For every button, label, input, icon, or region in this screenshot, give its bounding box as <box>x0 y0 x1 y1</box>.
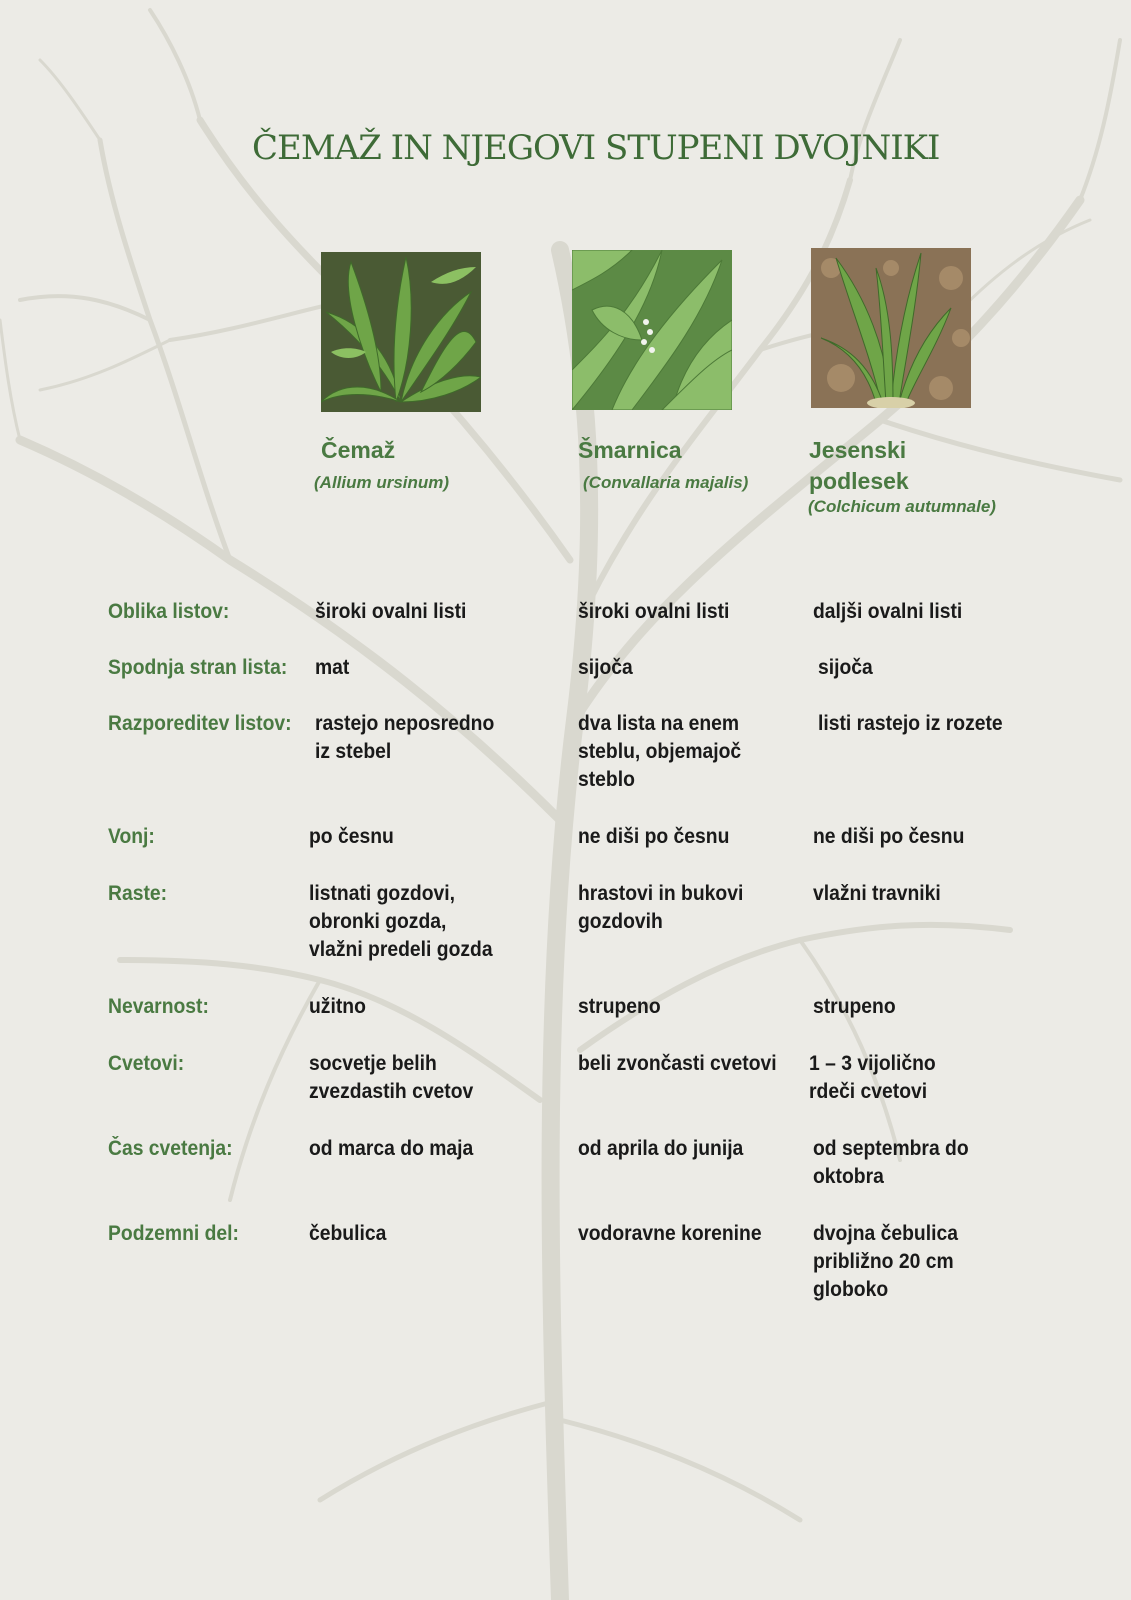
cell-smarnica-cas: od aprila do junija <box>578 1137 744 1160</box>
cell-podlesek-raste: vlažni travniki <box>813 882 941 905</box>
photo-convallaria-majalis <box>572 250 732 410</box>
row-label-razporeditev: Razporeditev listov: <box>108 712 292 735</box>
plant-latin-jesenski-podlesek: (Colchicum autumnale) <box>808 497 996 516</box>
cell-podlesek-oblika: daljši ovalni listi <box>813 600 963 623</box>
cell-smarnica-cvetovi: beli zvončasti cvetovi <box>578 1052 777 1075</box>
cell-cemaz-spodnja: mat <box>315 656 350 679</box>
plant-name-smarnica: Šmarnica <box>578 437 682 463</box>
cell-podlesek-podzemni: dvojna čebulica približno 20 cm globoko <box>813 1222 958 1301</box>
row-label-cas-cvetenja: Čas cvetenja: <box>108 1137 233 1160</box>
cell-podlesek-vonj: ne diši po česnu <box>813 825 965 848</box>
cell-smarnica-razporeditev: dva lista na enem steblu, objemajoč steblo <box>578 712 742 791</box>
cell-smarnica-vonj: ne diši po česnu <box>578 825 730 848</box>
cell-podlesek-razporeditev: listi rastejo iz rozete <box>818 712 1003 735</box>
cell-smarnica-oblika: široki ovalni listi <box>578 600 730 623</box>
cell-podlesek-nevarnost: strupeno <box>813 995 896 1018</box>
photo-allium-ursinum <box>321 252 481 412</box>
cell-cemaz-oblika: široki ovalni listi <box>315 600 467 623</box>
cell-smarnica-spodnja: sijoča <box>578 656 633 679</box>
cell-cemaz-cas: od marca do maja <box>309 1137 474 1160</box>
cell-cemaz-vonj: po česnu <box>309 825 394 848</box>
row-label-vonj: Vonj: <box>108 825 155 848</box>
row-label-oblika-listov: Oblika listov: <box>108 600 230 623</box>
cell-podlesek-cas: od septembra do oktobra <box>813 1137 969 1188</box>
plant-latin-smarnica: (Convallaria majalis) <box>583 473 749 492</box>
cell-cemaz-podzemni: čebulica <box>309 1222 387 1245</box>
cell-smarnica-raste: hrastovi in bukovi gozdovih <box>578 882 744 933</box>
plant-name-jesenski-podlesek: Jesenski podlesek <box>809 437 909 494</box>
cell-podlesek-spodnja: sijoča <box>818 656 873 679</box>
row-label-raste: Raste: <box>108 882 168 905</box>
cell-smarnica-nevarnost: strupeno <box>578 995 661 1018</box>
photo-colchicum-autumnale <box>811 248 971 408</box>
row-label-spodnja-stran: Spodnja stran lista: <box>108 656 288 679</box>
cell-cemaz-raste: listnati gozdovi, obronki gozda, vlažni predeli gozda <box>309 882 493 961</box>
plant-name-cemaz: Čemaž <box>321 437 396 463</box>
cell-cemaz-razporeditev: rastejo neposredno iz stebel <box>315 712 495 763</box>
cell-podlesek-cvetovi: 1 – 3 vijolično rdeči cvetovi <box>809 1052 936 1103</box>
page-title: ČEMAŽ IN NJEGOVI STUPENI DVOJNIKI <box>252 128 940 168</box>
plant-latin-cemaz: (Allium ursinum) <box>314 473 450 492</box>
cell-cemaz-nevarnost: užitno <box>309 995 366 1018</box>
row-label-cvetovi: Cvetovi: <box>108 1052 185 1075</box>
cell-smarnica-podzemni: vodoravne korenine <box>578 1222 762 1245</box>
row-label-nevarnost: Nevarnost: <box>108 995 209 1018</box>
cell-cemaz-cvetovi: socvetje belih zvezdastih cvetov <box>309 1052 474 1103</box>
row-label-podzemni-del: Podzemni del: <box>108 1222 239 1245</box>
